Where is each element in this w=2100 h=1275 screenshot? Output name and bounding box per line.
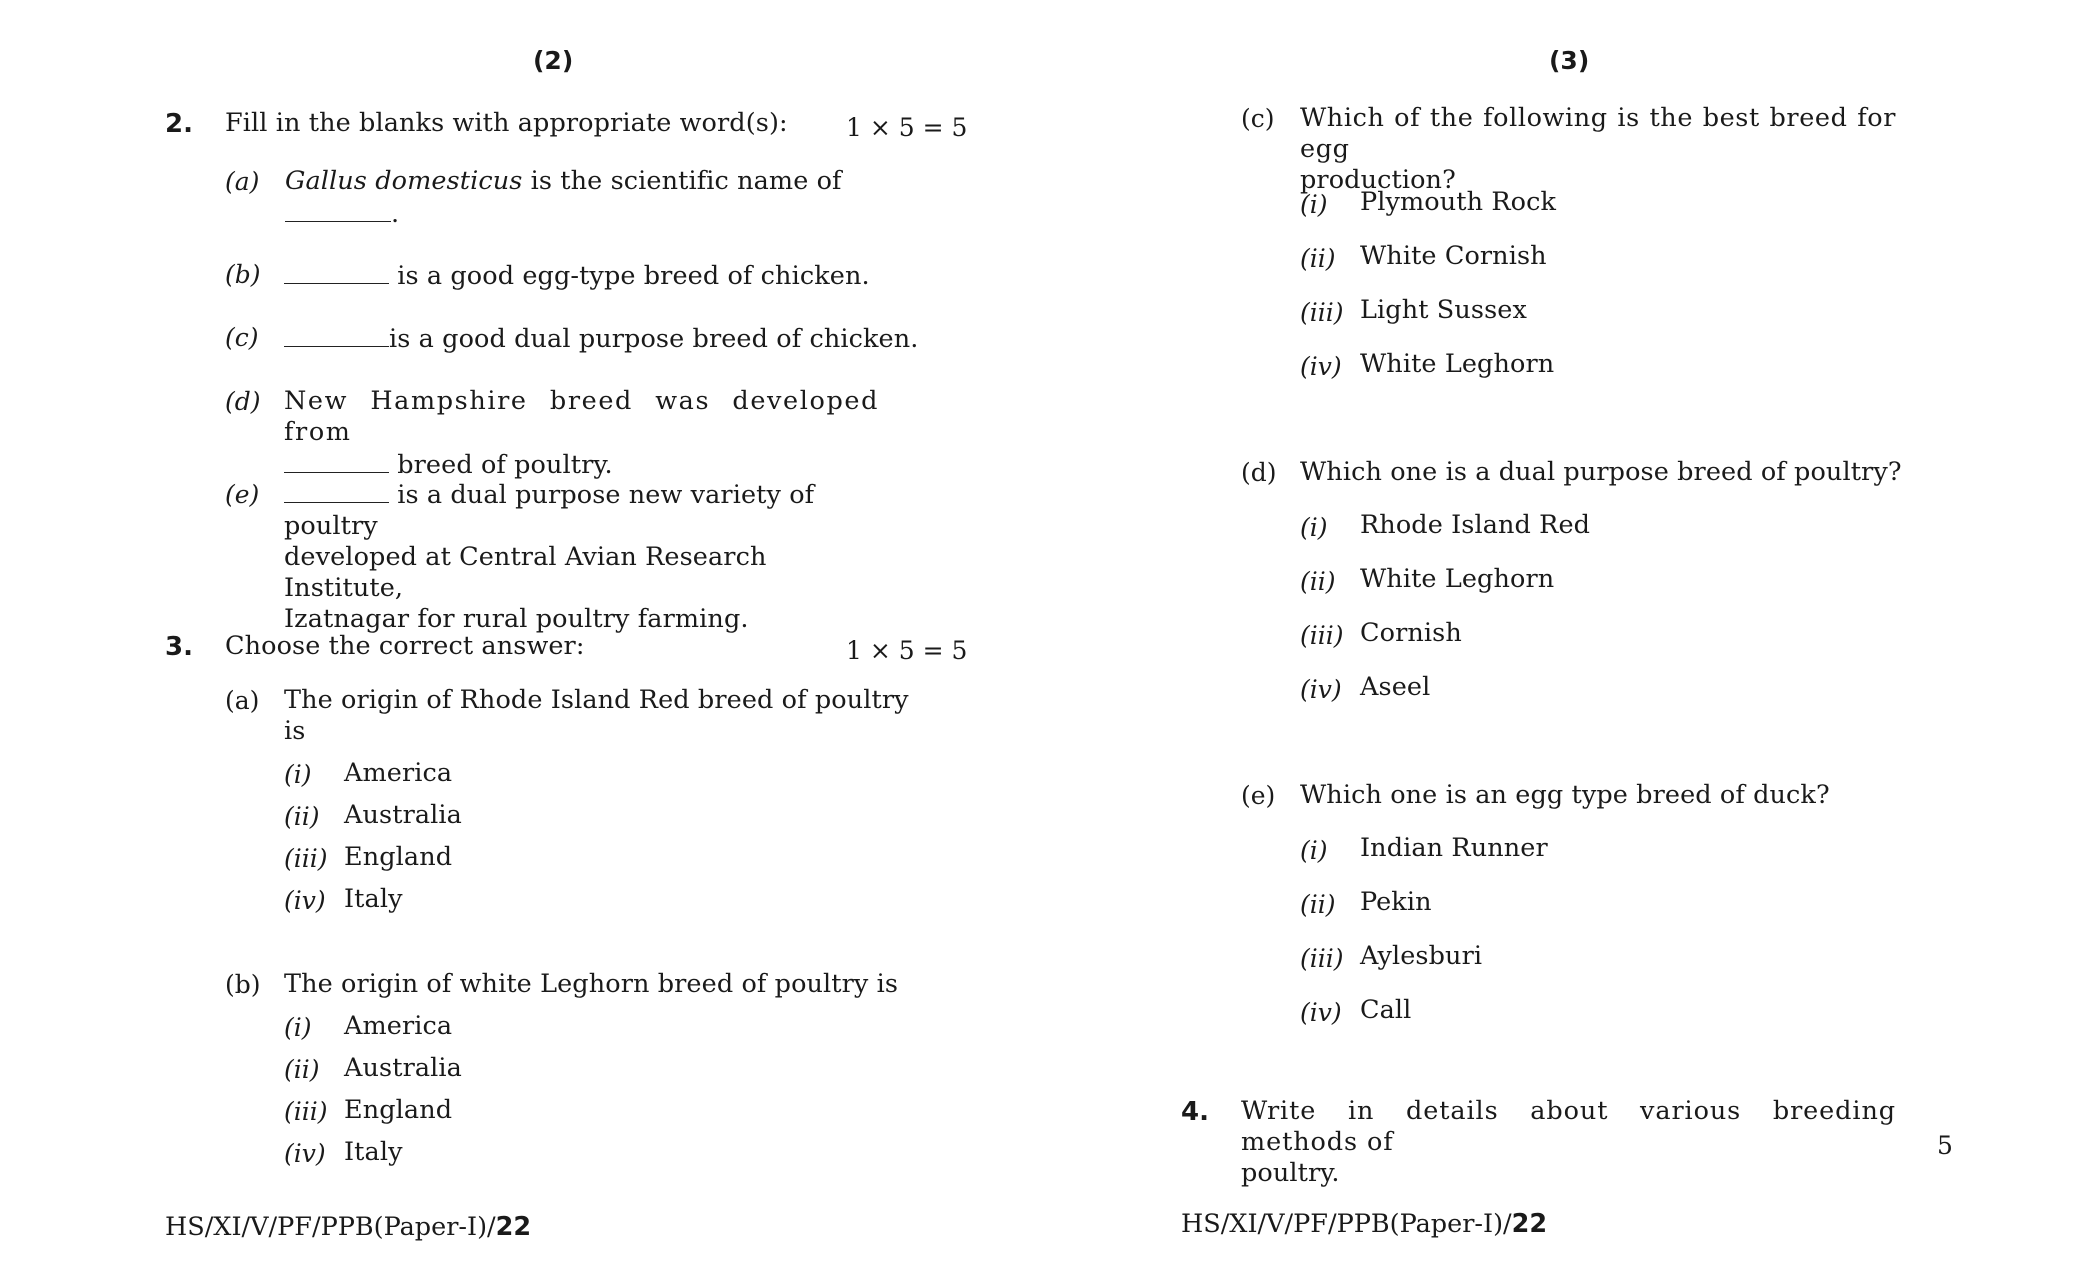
subquestion-text-2: is <box>284 716 306 746</box>
option-label: (ii) <box>1300 244 1336 273</box>
item-text: is the scientific name of <box>530 166 842 196</box>
item-label: (a) <box>225 167 260 196</box>
item-label: (d) <box>225 387 261 416</box>
option-text: America <box>344 1011 453 1041</box>
option-text: Cornish <box>1360 618 1462 648</box>
option-label: (iv) <box>284 886 326 915</box>
subquestion-text: Which of the following is the best breed for egg <box>1300 103 1896 164</box>
question-text: Choose the correct answer: <box>225 631 585 661</box>
paper-code: HS/XI/V/PF/PPB(Paper-I)/ <box>165 1212 496 1242</box>
option-text: Aseel <box>1360 672 1431 702</box>
option-text: White Leghorn <box>1360 564 1555 594</box>
fill-item-a <box>285 166 879 230</box>
item-label: (c) <box>225 323 259 352</box>
subquestion-text-2: production? <box>1300 165 1456 195</box>
option-text: White Leghorn <box>1360 349 1555 379</box>
blank-line <box>284 322 389 347</box>
option-text: Light Sussex <box>1360 295 1527 325</box>
footer-code <box>1181 1209 1547 1239</box>
option-label: (iv) <box>1300 675 1342 704</box>
option-label: (iv) <box>1300 352 1342 381</box>
item-text: New Hampshire breed was developed from <box>284 386 879 447</box>
option-label: (iii) <box>284 1097 328 1126</box>
item-text-2: developed at Central Avian Research Institute, <box>284 542 767 603</box>
option-label: (i) <box>1300 190 1328 219</box>
subquestion-label: (a) <box>225 686 260 715</box>
option-text: Italy <box>344 884 403 914</box>
option-text: Rhode Island Red <box>1360 510 1591 540</box>
question-text: Write in details about various breeding methods of <box>1241 1096 1896 1157</box>
footer-code <box>165 1212 531 1242</box>
subquestion-label: (e) <box>1241 781 1276 810</box>
question-marks: 5 <box>1937 1131 1953 1160</box>
option-text: Australia <box>344 800 462 830</box>
option-text: Call <box>1360 995 1412 1025</box>
option-text: Aylesburi <box>1360 941 1483 971</box>
subquestion-block-c <box>1300 103 1896 196</box>
blank-line <box>284 259 389 284</box>
paper-year: 22 <box>495 1212 532 1242</box>
question-text: Fill in the blanks with appropriate word(s): <box>225 108 788 138</box>
question-text-2: poultry. <box>1241 1158 1340 1188</box>
item-label: (e) <box>225 480 260 509</box>
fill-item-d <box>284 386 879 481</box>
question-number: 3. <box>165 632 193 662</box>
option-label: (iii) <box>1300 944 1344 973</box>
subquestion-label: (d) <box>1241 458 1277 487</box>
page-number: (3) <box>1549 46 1590 75</box>
option-label: (i) <box>284 760 312 789</box>
option-label: (iii) <box>1300 298 1344 327</box>
option-label: (i) <box>284 1013 312 1042</box>
question-marks: 1 × 5 = 5 <box>846 636 968 665</box>
paper-year: 22 <box>1511 1209 1548 1239</box>
subquestion-text: The origin of white Leghorn breed of poultry is <box>284 969 899 999</box>
option-label: (ii) <box>1300 890 1336 919</box>
item-text-2: breed of poultry. <box>397 450 613 480</box>
page-number: (2) <box>533 46 574 75</box>
question-marks: 1 × 5 = 5 <box>846 113 968 142</box>
option-text: Italy <box>344 1137 403 1167</box>
item-text: is a good egg-type breed of chicken. <box>397 261 870 291</box>
subquestion-label: (b) <box>225 970 261 999</box>
item-text: is a good dual purpose breed of chicken. <box>389 324 919 354</box>
option-text: Australia <box>344 1053 462 1083</box>
blank-line <box>285 197 391 222</box>
question-number: 4. <box>1181 1097 1209 1127</box>
blank-line <box>284 478 389 503</box>
option-label: (ii) <box>284 802 320 831</box>
question-block-4 <box>1241 1096 1896 1189</box>
subquestion-text: The origin of Rhode Island Red breed of poultry <box>284 685 909 715</box>
option-label: (i) <box>1300 513 1328 542</box>
option-label: (iv) <box>284 1139 326 1168</box>
fill-item-e <box>284 478 879 635</box>
option-label: (i) <box>1300 836 1328 865</box>
scientific-name: Gallus domesticus <box>285 166 523 196</box>
subquestion-text: Which one is a dual purpose breed of poultry? <box>1300 457 1902 487</box>
option-label: (ii) <box>1300 567 1336 596</box>
blank-line <box>284 448 389 473</box>
option-label: (iv) <box>1300 998 1342 1027</box>
subquestion-text: Which one is an egg type breed of duck? <box>1300 780 1830 810</box>
option-text: Indian Runner <box>1360 833 1548 863</box>
option-text: America <box>344 758 453 788</box>
option-label: (ii) <box>284 1055 320 1084</box>
item-text: is a dual purpose new variety of poultry <box>284 480 815 541</box>
subquestion-label: (c) <box>1241 104 1275 133</box>
item-label: (b) <box>225 260 261 289</box>
item-tail: . <box>391 199 400 229</box>
option-label: (iii) <box>1300 621 1344 650</box>
paper-code: HS/XI/V/PF/PPB(Paper-I)/ <box>1181 1209 1512 1239</box>
question-number: 2. <box>165 109 193 139</box>
option-text: England <box>344 1095 453 1125</box>
item-text-3: Izatnagar for rural poultry farming. <box>284 604 749 634</box>
option-text: Pekin <box>1360 887 1432 917</box>
option-text: Plymouth Rock <box>1360 187 1557 217</box>
fill-item-b <box>284 259 870 292</box>
option-text: White Cornish <box>1360 241 1547 271</box>
option-text: England <box>344 842 453 872</box>
fill-item-c <box>284 322 918 355</box>
option-label: (iii) <box>284 844 328 873</box>
